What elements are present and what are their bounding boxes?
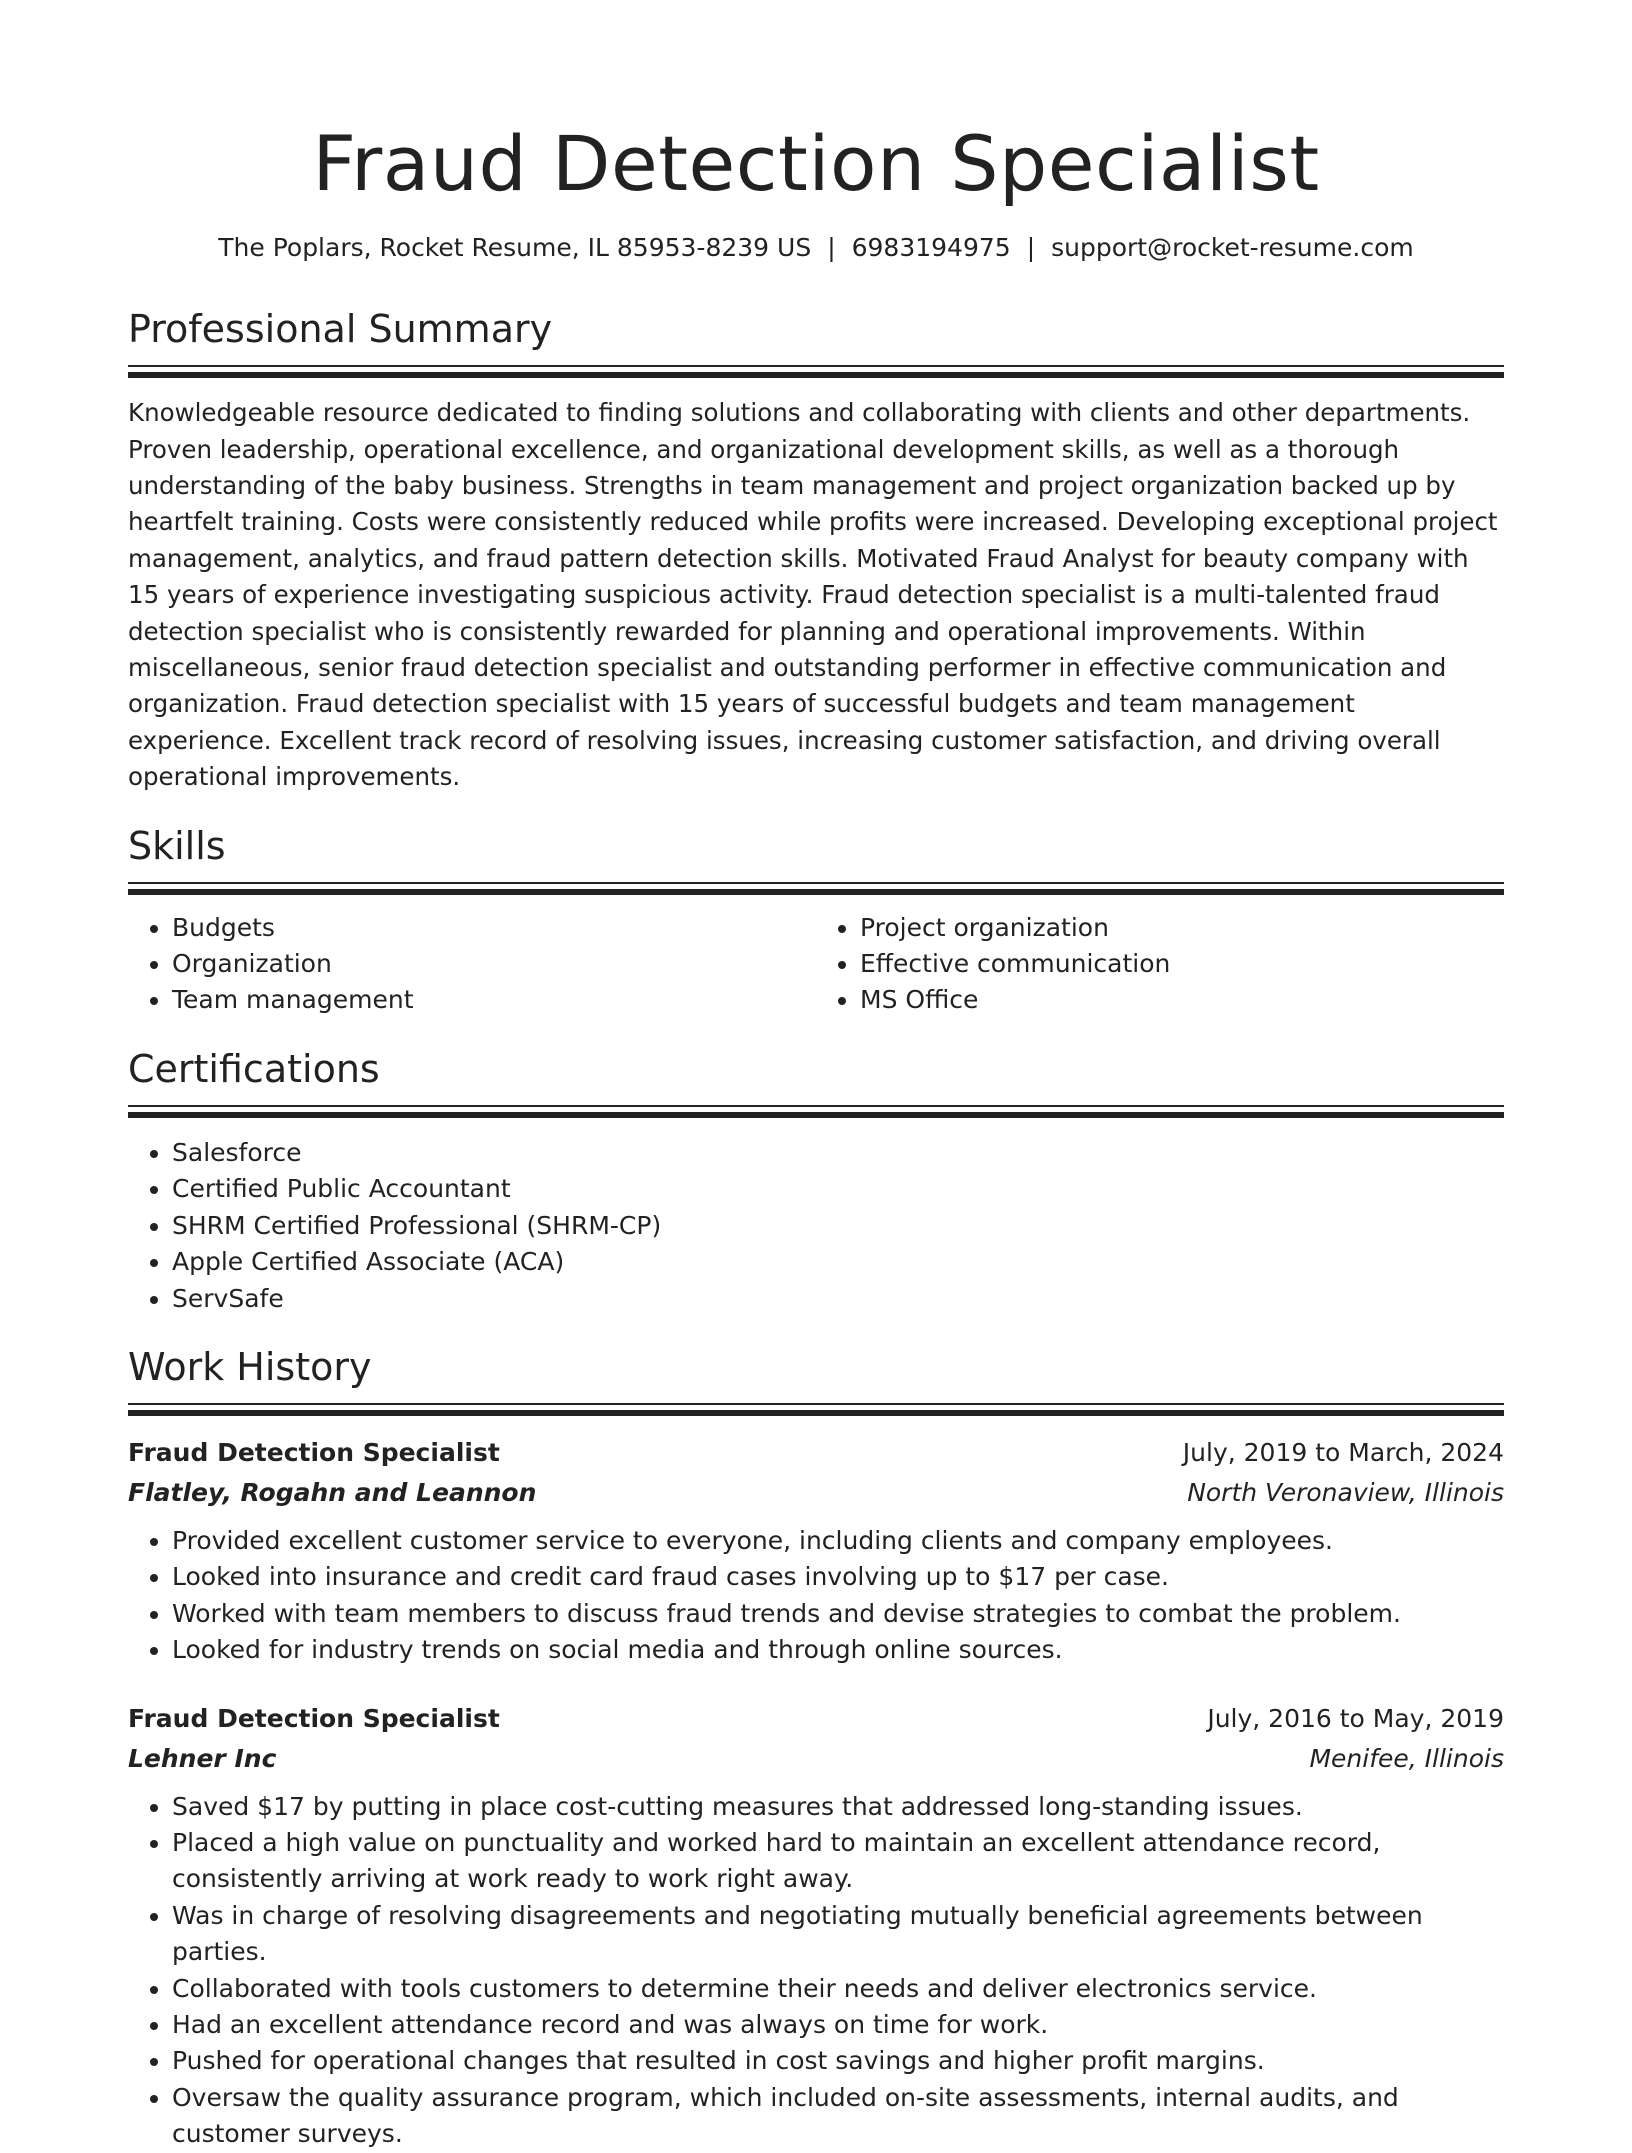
skill-item: • Organization: [172, 946, 816, 982]
skills-section: [128, 822, 1504, 1019]
job-bullet: • Collaborated with tools customers to determine their needs and deliver electronics service.: [172, 1971, 1504, 2007]
job-bullet: • Placed a high value on punctuality and worked hard to maintain an excellent attendance record, consistently arriving at work ready to work right away.: [172, 1825, 1504, 1898]
contact-email[interactable]: support@rocket-resume.com: [1051, 233, 1414, 263]
certification-item: • Salesforce: [172, 1135, 1504, 1171]
skills-list-right: [816, 910, 1504, 1019]
work-history-section: [128, 1343, 1504, 2153]
job-entry: [128, 1433, 1504, 1669]
job-dates: July, 2016 to May, 2019: [1207, 1703, 1504, 1733]
job-location: Menifee, Illinois: [1309, 1743, 1504, 1773]
summary-section: [128, 305, 1504, 795]
job-bullet: • Had an excellent attendance record and was always on time for work.: [172, 2007, 1504, 2043]
skills-list-left: [128, 910, 816, 1019]
skill-item: • Effective communication: [860, 946, 1504, 982]
summary-text: Knowledgeable resource dedicated to finding solutions and collaborating with clients and other departments. Proven leadership, operational excellence, and organizational development skills, as well as a thorough understanding of the baby business. Strengths in team management and project organization backed up by heartfelt training. Costs were consistently reduced while profits were increased. Developing exceptional project management, analytics, and fraud pattern detection skills. Motivated Fraud Analyst for beauty company with 15 years of experience investigating suspicious activity. Fraud detection specialist is a multi-talented fraud detection specialist who is consistently rewarded for planning and operational improvements. Within miscellaneous, senior fraud detection specialist and outstanding performer in effective communication and organization. Fraud detection specialist with 15 years of successful budgets and team management experience. Excellent track record of resolving issues, increasing customer satisfaction, and driving overall operational improvements.: [128, 398, 1498, 792]
job-bullet: • Was in charge of resolving disagreements and negotiating mutually beneficial agreements between parties.: [172, 1898, 1504, 1971]
job-title: Fraud Detection Specialist: [128, 1703, 500, 1733]
skill-item: • Budgets: [172, 910, 816, 946]
certifications-list: [128, 1135, 1504, 1317]
job-company-row: [128, 1473, 1504, 1513]
certifications-section: [128, 1045, 1504, 1317]
job-company-row: [128, 1739, 1504, 1779]
skill-item: • Team management: [172, 982, 816, 1018]
job-bullet: • Looked for industry trends on social media and through online sources.: [172, 1632, 1504, 1668]
job-bullet: • Saved $17 by putting in place cost-cutting measures that addressed long-standing issues.: [172, 1789, 1504, 1825]
contact-line: [128, 231, 1504, 265]
contact-address: The Poplars, Rocket Resume, IL 85953-8239 US: [218, 233, 812, 263]
job-company: Flatley, Rogahn and Leannon: [128, 1477, 537, 1507]
job-bullet: • Provided excellent customer service to everyone, including clients and company employees.: [172, 1523, 1504, 1559]
section-divider: [128, 1105, 1504, 1121]
skills-grid: [128, 910, 1504, 1019]
job-location: North Veronaview, Illinois: [1187, 1477, 1504, 1507]
section-heading-summary: Professional Summary: [128, 307, 553, 352]
job-bullet: • Looked into insurance and credit card fraud cases involving up to $17 per case.: [172, 1559, 1504, 1595]
job-bullet: • Worked with team members to discuss fraud trends and devise strategies to combat the problem.: [172, 1596, 1504, 1632]
section-heading-skills: Skills: [128, 823, 226, 868]
contact-phone: 6983194975: [851, 233, 1011, 263]
certification-item: • Certified Public Accountant: [172, 1171, 1504, 1207]
certification-item: • SHRM Certified Professional (SHRM-CP): [172, 1208, 1504, 1244]
contact-separator: |: [1026, 233, 1036, 263]
skill-item: • MS Office: [860, 982, 1504, 1018]
job-bullets: [128, 1789, 1504, 2153]
job-entry: [128, 1699, 1504, 2153]
job-header-row: [128, 1699, 1504, 1739]
resume-title: Fraud Detection Specialist: [312, 119, 1320, 208]
job-bullet: • Oversaw the quality assurance program, which included on-site assessments, internal audits, and customer surveys.: [172, 2080, 1504, 2153]
section-heading-work-history: Work History: [128, 1344, 372, 1389]
certification-item: • Apple Certified Associate (ACA): [172, 1244, 1504, 1280]
job-bullet: • Pushed for operational changes that resulted in cost savings and higher profit margins.: [172, 2043, 1504, 2079]
section-divider: [128, 882, 1504, 898]
job-bullets: [128, 1523, 1504, 1669]
contact-separator: |: [827, 233, 836, 263]
job-header-row: [128, 1433, 1504, 1473]
job-dates: July, 2019 to March, 2024: [1182, 1437, 1504, 1467]
section-divider: [128, 365, 1504, 381]
skill-item: • Project organization: [860, 910, 1504, 946]
section-divider: [128, 1403, 1504, 1419]
certification-item: • ServSafe: [172, 1281, 1504, 1317]
section-heading-certifications: Certifications: [128, 1046, 380, 1091]
job-company: Lehner Inc: [128, 1743, 277, 1773]
job-title: Fraud Detection Specialist: [128, 1437, 500, 1467]
